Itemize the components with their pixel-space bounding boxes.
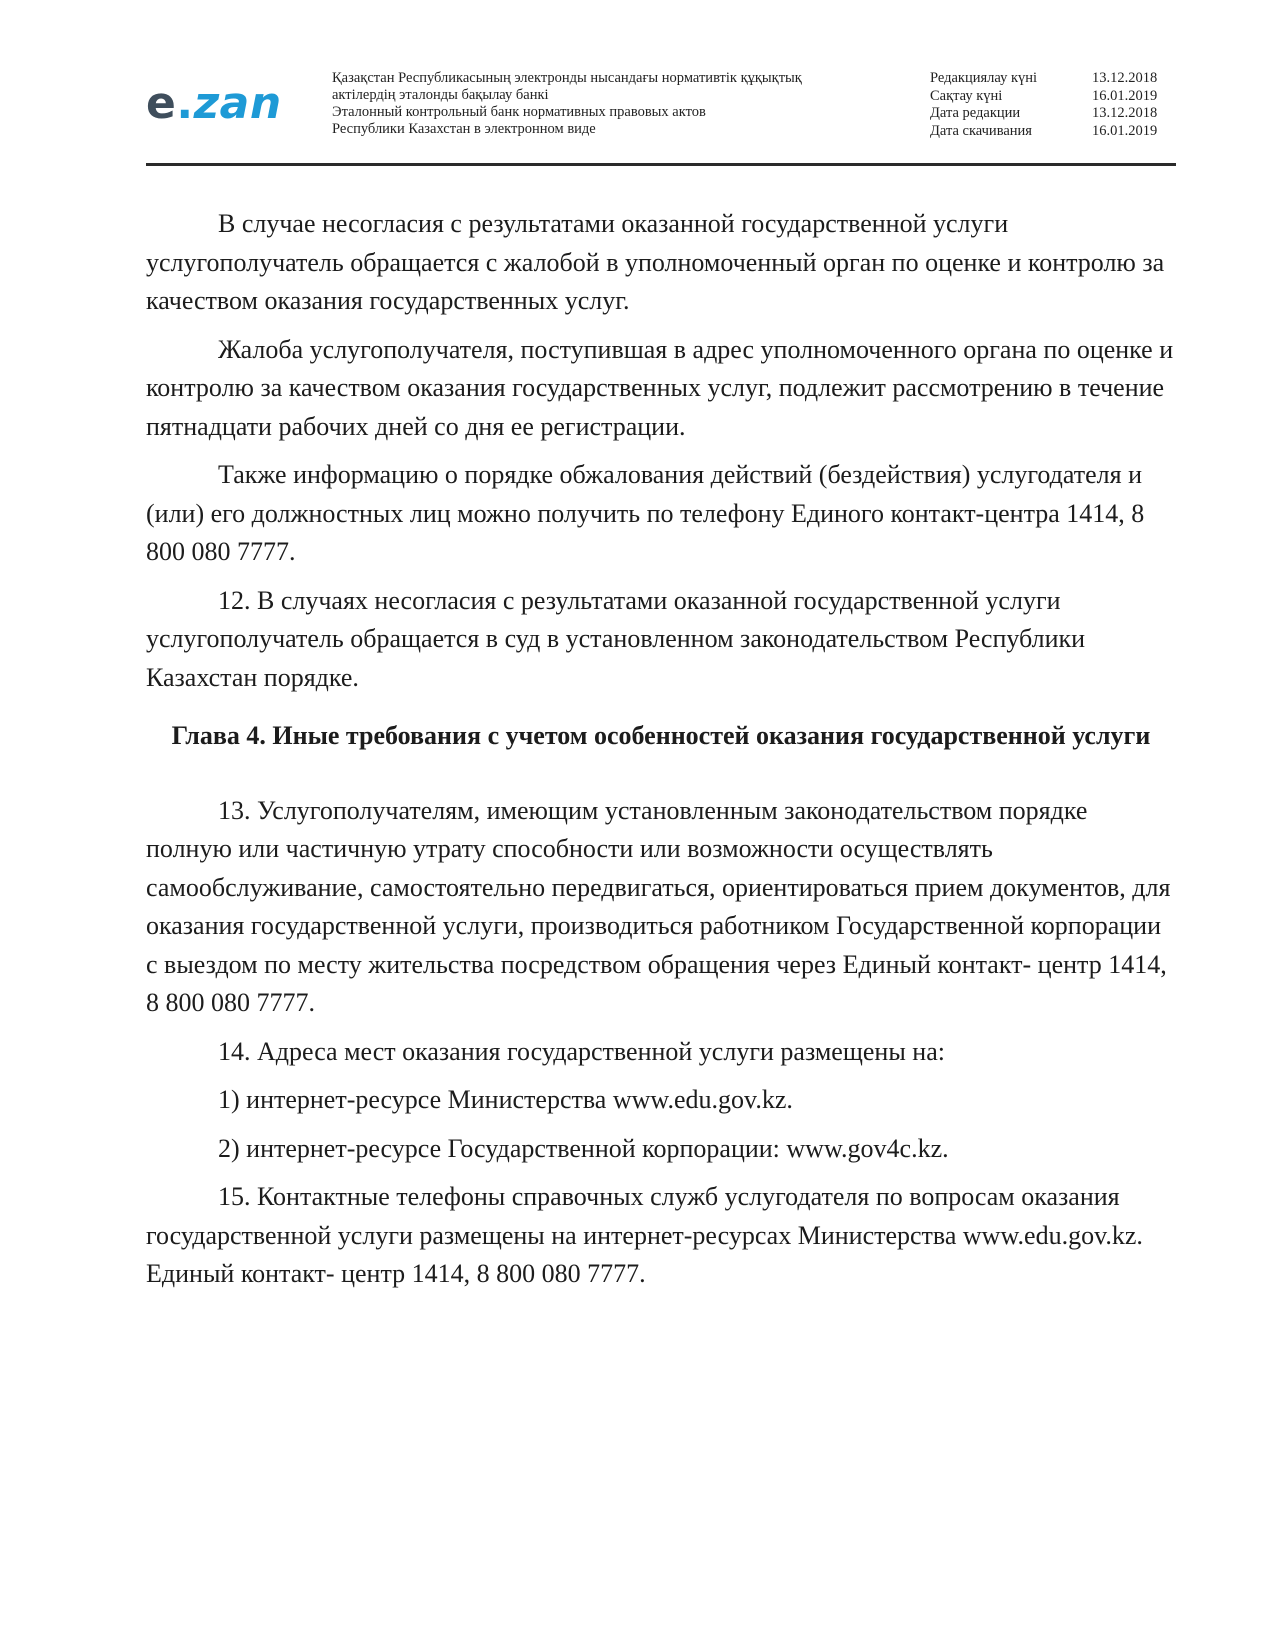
header-description-line: Эталонный контрольный банк нормативных правовых актов (332, 104, 706, 120)
date-value: 13.12.2018 (1092, 70, 1158, 86)
date-row-edit-ru (930, 105, 1182, 123)
paragraph: 15. Контактные телефоны справочных служб услугодателя по вопросам оказания государственной услуги размещены на интернет-ресурсах Министерства www.edu.gov.kz. Единый контакт- центр 1414, 8 800 080 7777. (146, 1182, 1143, 1288)
header-description-line: Қазақстан Республикасының электронды нысандағы нормативтік құқықтық (332, 70, 802, 86)
ezan-logo (146, 78, 282, 129)
paragraph: 1) интернет-ресурсе Министерства www.edu.gov.kz. (218, 1085, 793, 1114)
document-body (146, 205, 1176, 1304)
date-value: 13.12.2018 (1092, 105, 1158, 121)
logo-part-zan: zan (193, 78, 282, 129)
paragraph: В случае несогласия с результатами оказанной государственной услуги услугополучатель обращается с жалобой в уполномоченный орган по оценке и контролю за качеством оказания государственных услуг. (146, 209, 1165, 315)
document-header (146, 68, 1176, 164)
header-dates (930, 70, 1182, 140)
logo-dot: . (176, 78, 194, 129)
date-label: Дата редакции (930, 105, 1021, 121)
chapter-title: Глава 4. Иные требования с учетом особенностей оказания государственной услуги (171, 721, 1151, 750)
header-description-line: Республики Казахстан в электронном виде (332, 121, 596, 137)
header-divider (146, 163, 1176, 166)
logo-part-e: e (146, 78, 177, 129)
date-label: Дата скачивания (930, 122, 1032, 139)
date-value: 16.01.2019 (1092, 87, 1158, 104)
date-label: Редакциялау күні (930, 70, 1038, 86)
paragraph: Также информацию о порядке обжалования действий (бездействия) услугодателя и (или) его должностных лиц можно получить по телефону Единого контакт-центра 1414, 8 800 080 7777. (146, 460, 1145, 566)
paragraph: 12. В случаях несогласия с результатами оказанной государственной услуги услугополучатель обращается в суд в установленном законодательством Республики Казахстан порядке. (146, 585, 1086, 692)
date-value: 16.01.2019 (1092, 122, 1158, 139)
header-description-line: актілердің эталонды бақылау банкі (332, 87, 549, 103)
paragraph: 14. Адреса мест оказания государственной услуги размещены на: (218, 1036, 945, 1066)
paragraph: Жалоба услугополучателя, поступившая в адрес уполномоченного органа по оценке и контролю за качеством оказания государственных услуг, подлежит рассмотрению в течение пятнадцати рабочих дней со дня ее регистрации. (146, 334, 1174, 441)
date-label: Сақтау күні (930, 87, 1003, 104)
paragraph: 2) интернет-ресурсе Государственной корпорации: www.gov4c.kz. (218, 1133, 949, 1163)
date-row-save-kk (930, 88, 1182, 106)
header-description (332, 70, 802, 138)
date-row-edit-kk (930, 70, 1182, 88)
paragraph: 13. Услугополучателям, имеющим установленным законодательством порядке полную или частичную утрату способности или возможности осуществлять самообслуживание, самостоятельно передвигаться, ориентироваться прием документов, для оказания государственной услуги, производиться работником Государственной корпорации с выездом по месту жительства посредством обращения через Единый контакт- центр 1414, 8 800 080 7777. (146, 795, 1171, 1017)
date-row-download-ru (930, 123, 1182, 141)
